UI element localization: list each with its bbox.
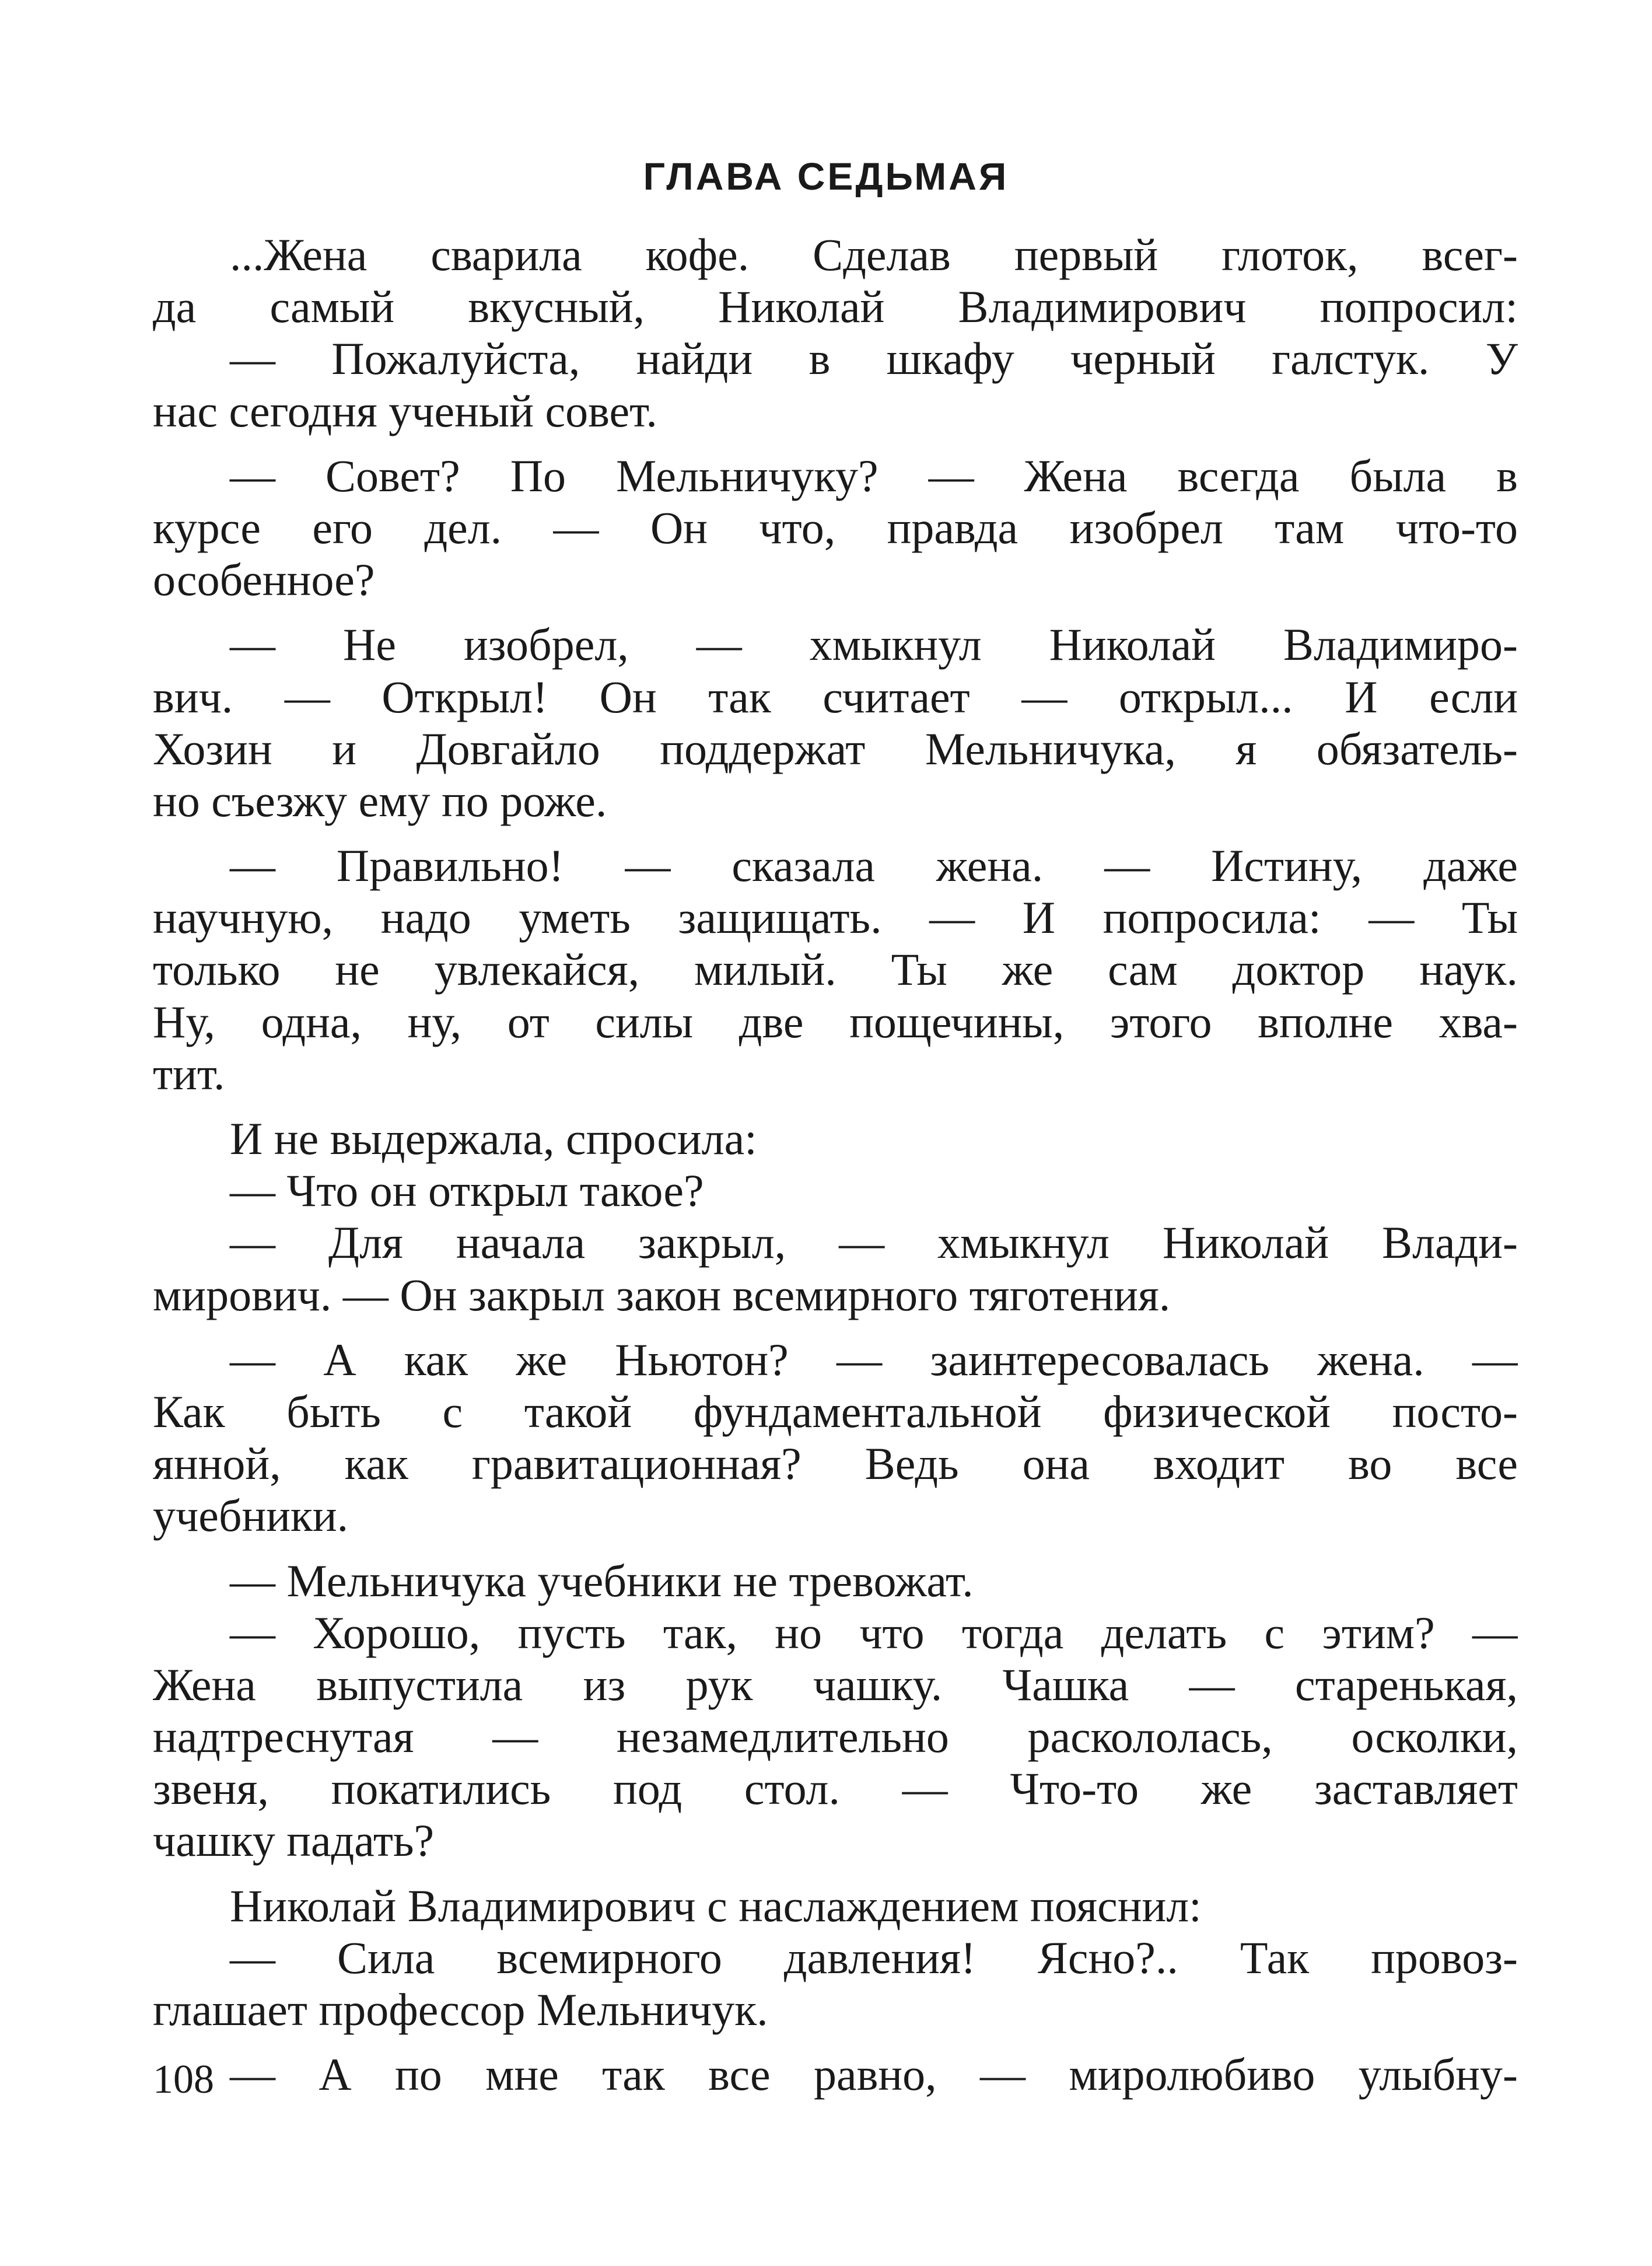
text-line: особенное? (153, 554, 375, 606)
body-text (153, 229, 1518, 2100)
text-line: — Сила всемирного давления! Ясно?.. Так провоз- (230, 1932, 1518, 1983)
text-line: янной, как гравитационная? Ведь она входит во все (153, 1438, 1518, 1489)
text-line: — Мельничука учебники не тревожат. (230, 1555, 974, 1606)
text-line: надтреснутая — незамедлительно раскололась, осколки, (153, 1711, 1518, 1763)
text-line: да самый вкусный, Николай Владимирович попросил: (153, 281, 1518, 333)
text-line: но съезжу ему по роже. (153, 775, 607, 826)
text-line: — Хорошо, пусть так, но что тогда делать с этим? — (230, 1607, 1518, 1658)
text-line: Хозин и Довгайло поддержат Мельничука, я обязатель- (153, 723, 1518, 774)
text-line: — Совет? По Мельничуку? — Жена всегда была в (230, 450, 1518, 501)
text-line: — А по мне так все равно, — миролюбиво улыбну- (230, 2049, 1518, 2100)
text-line: курсе его дел. — Он что, правда изобрел там что-то (153, 502, 1518, 553)
text-line: учебники. (153, 1490, 349, 1541)
text-line: — Правильно! — сказала жена. — Истину, даже (230, 840, 1518, 891)
text-line: чашку падать? (153, 1815, 435, 1866)
text-line: — Что он открыл такое? (230, 1165, 704, 1216)
text-line: И не выдержала, спросила: (230, 1113, 757, 1164)
text-line: нас сегодня ученый совет. (153, 385, 657, 436)
text-line: — Не изобрел, — хмыкнул Николай Владимиро- (230, 619, 1518, 670)
text-line: вич. — Открыл! Он так считает — открыл... И если (153, 671, 1518, 722)
text-line: звеня, покатились под стол. — Что-то же заставляет (153, 1763, 1518, 1814)
text-line: Как быть с такой фундаментальной физической посто- (153, 1386, 1518, 1437)
text-line: — А как же Ньютон? — заинтересовалась жена. — (230, 1334, 1518, 1385)
text-line: только не увлекайся, милый. Ты же сам доктор наук. (153, 944, 1518, 995)
text-line: — Для начала закрыл, — хмыкнул Николай Влади- (230, 1217, 1518, 1268)
text-line: глашает профессор Мельничук. (153, 1984, 768, 2035)
text-line: ...Жена сварила кофе. Сделав первый глоток, всег- (230, 229, 1518, 280)
text-line: — Пожалуйста, найди в шкафу черный галстук. У (230, 333, 1518, 384)
text-line: Ну, одна, ну, от силы две пощечины, этого вполне хва- (153, 996, 1518, 1047)
chapter-title: ГЛАВА СЕДЬМАЯ (643, 155, 1009, 198)
text-line: мирович. — Он закрыл закон всемирного тяготения. (153, 1269, 1171, 1320)
text-line: Николай Владимирович с наслаждением пояснил: (230, 1880, 1202, 1931)
text-line: научную, надо уметь защищать. — И попросила: — Ты (153, 892, 1518, 943)
page-number: 108 (153, 2057, 214, 2102)
text-line: тит. (153, 1048, 225, 1099)
text-line: Жена выпустила из рук чашку. Чашка — старенькая, (153, 1659, 1518, 1710)
